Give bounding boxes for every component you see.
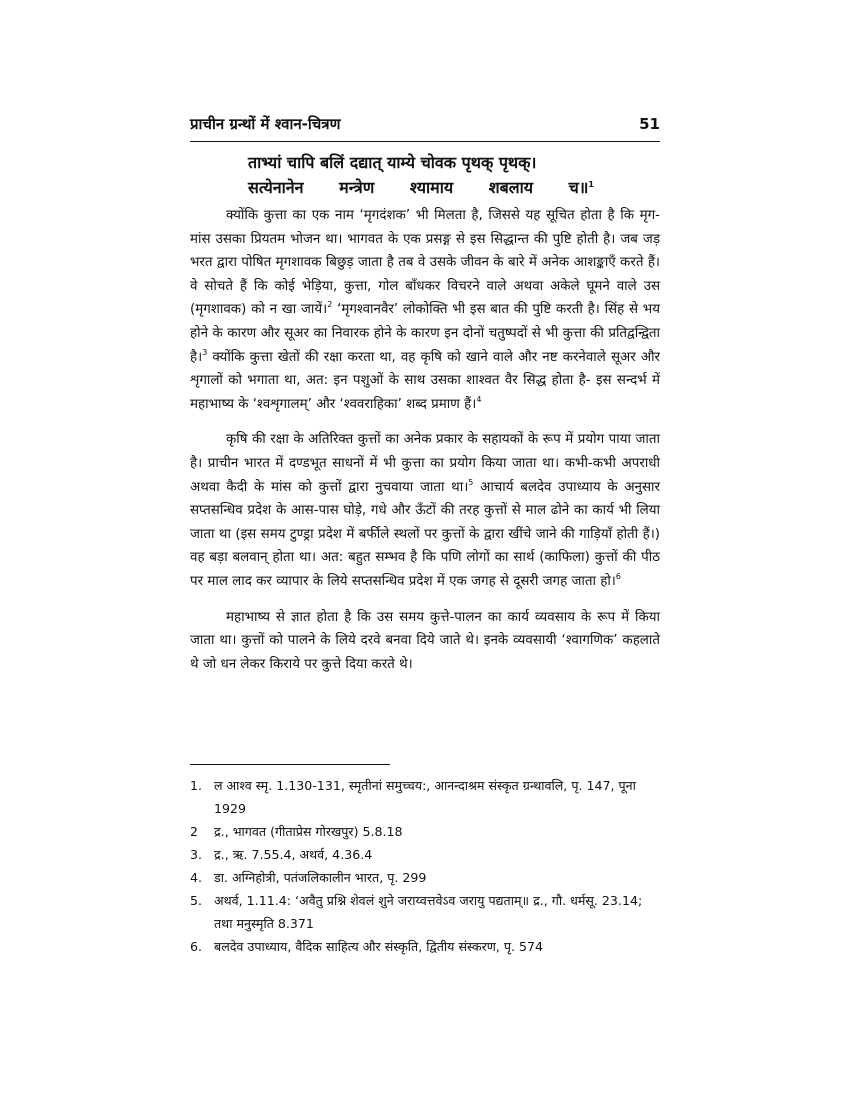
paragraph-2: कृषि की रक्षा के अतिरिक्त कुत्तों का अनेक प्रकार के सहायकों के रूप में प्रयोग पाया जाता है। प्राचीन भारत में दण्डभूत साधनों में भी कुत्ता का प्रयोग किया जाता था। कभी-कभी अपराधी अथवा कैदी के मांस को कुत्तों द्वारा नुचवाया जाता था।$^5$ आचार्य बलदेव उपाध्याय के अनुसार सप्तसन्धिव प्रदेश के आस-पास घोड़े, गधे और ऊँटों की तरह कुत्तों से माल ढोने का कार्य भी लिया जाता था (इस समय टुण्ड्रा प्रदेश में बर्फीले स्थलों पर कुत्तों के द्वारा खींचे जाने की गाड़ियाँ होती हैं।) वह बड़ा बलवान् होता था। अत: बहुत सम्भव है कि पणि लोगों का सार्थ (काफिला) कुत्तों की पीठ पर माल लाद कर व्यापार के लिये सप्तसन्धिव प्रदेश में एक जगह से दूसरी जगह जाता हो।$^6$ [190,432,660,589]
footnote-ref: 5 [468,477,474,487]
footnote-number: 3. [190,847,203,862]
footnote-ref: 1 [588,180,594,189]
footnote-number: 4. [190,870,203,885]
footnote-text: द्र., ऋ. 7.55.4, अथर्व, 4.36.4 [214,847,373,862]
verse-word-last: च॥$^1$ [568,178,594,197]
paragraph-3: महाभाष्य से ज्ञात होता है कि उस समय कुत्ते-पालन का कार्य व्यवसाय के रूप में किया जाता था। कुत्तों को पालने के लिये दरवे बनवा दिये जाते थे। इनके व्यवसायी ‘श्वागणिक’ कहलाते थे जो धन लेकर किराये पर कुत्ते दिया करते थे। [190,609,660,672]
footnote-rule [190,764,390,765]
verse-word: मन्त्रेण [339,178,375,197]
page-header [190,114,660,134]
footnote-item [190,889,660,935]
footnote-item [190,935,660,958]
footnote-text: द्र., भागवत (गीताप्रेस गोरखपुर) 5.8.18 [214,824,403,839]
verse-word: शबलाय [488,178,534,197]
footnote-item [190,866,660,889]
footnotes [190,774,660,958]
footnote-number: 1. [190,778,203,793]
verse-line-1: ताभ्यां चापि बलिं दद्यात् याम्ये चोवक पृथक् पृथक्। [248,153,537,172]
running-title: प्राचीन ग्रन्थों में श्वान-चित्रण [190,115,341,133]
footnote-text: डा. अग्निहोत्री, पतंजलिकालीन भारत, पृ. 299 [214,870,427,885]
footnote-item [190,843,660,866]
footnote-text: बलदेव उपाध्याय, वैदिक साहित्य और संस्कृति, द्वितीय संस्करण, पृ. 574 [214,939,544,954]
verse-word: सत्येनानेन [248,178,304,197]
sanskrit-verse [248,150,594,200]
header-rule [190,141,660,142]
footnote-text: अथर्व, 1.11.4: ‘अवैतु प्रश्नि शेवलं शुने जराय्वत्तवेऽव जरायु पद्यताम्॥ द्र., गौ. धर्मसू. 23.14; तथा मनुस्मृति 8.371 [214,893,643,931]
footnote-ref: 6 [615,571,621,581]
page-number: 51 [639,115,660,133]
footnote-item [190,820,660,843]
footnote-number: 6. [190,939,203,954]
footnote-number: 5. [190,893,203,908]
footnote-item [190,774,660,820]
verse-word: श्यामाय [409,178,454,197]
footnote-ref: 3 [202,347,208,357]
footnote-ref: 4 [476,394,482,404]
paragraph-1: क्योंकि कुत्ता का एक नाम ‘मृगदंशक’ भी मिलता है, जिससे यह सूचित होता है कि मृग-मांस उसका प्रियतम भोजन था। भागवत के एक प्रसङ्ग से इस सिद्धान्त की पुष्टि होती है। जब जड़ भरत द्वारा पोषित मृगशावक बिछुड़ जाता है तब वे उसके जीवन के बारे में अनेक आशङ्काएँ करते हैं। वे सोचते हैं कि कोई भेड़िया, कुत्ता, गोल बाँधकर विचरने वाले अथवा अकेले घूमने वाले उस (मृगशावक) को न खा जायें।$^2$ ‘मृगश्वानवैर’ लोकोक्ति भी इस बात की पुष्टि करती है। सिंह से भय होने के कारण और सूअर का निवारक होने के कारण इन दोनों चतुष्पदों से भी कुत्ता की प्रतिद्वन्द्विता है।$^3$ क्योंकि कुत्ता खेतों की रक्षा करता था, वह कृषि को खाने वाले और नष्ट करनेवाले सूअर और शृगालों को भगाता था, अत: इन पशुओं के साथ उसका शाश्वत वैर सिद्ध होता है- इस सन्दर्भ में महाभाष्य के ‘श्वशृगालम्’ और ‘श्ववराहिका’ शब्द प्रमाण हैं।$^4$ [190,208,660,412]
body-text [190,204,660,688]
footnote-text: ल आश्व स्मृ. 1.130-131, स्मृतीनां समुच्चय:, आनन्दाश्रम संस्कृत ग्रन्थावलि, पृ. 147, पूना 1929 [214,778,636,816]
footnote-number: 2 [190,824,199,839]
footnote-ref: 2 [327,300,333,310]
verse-line-2 [248,175,594,200]
